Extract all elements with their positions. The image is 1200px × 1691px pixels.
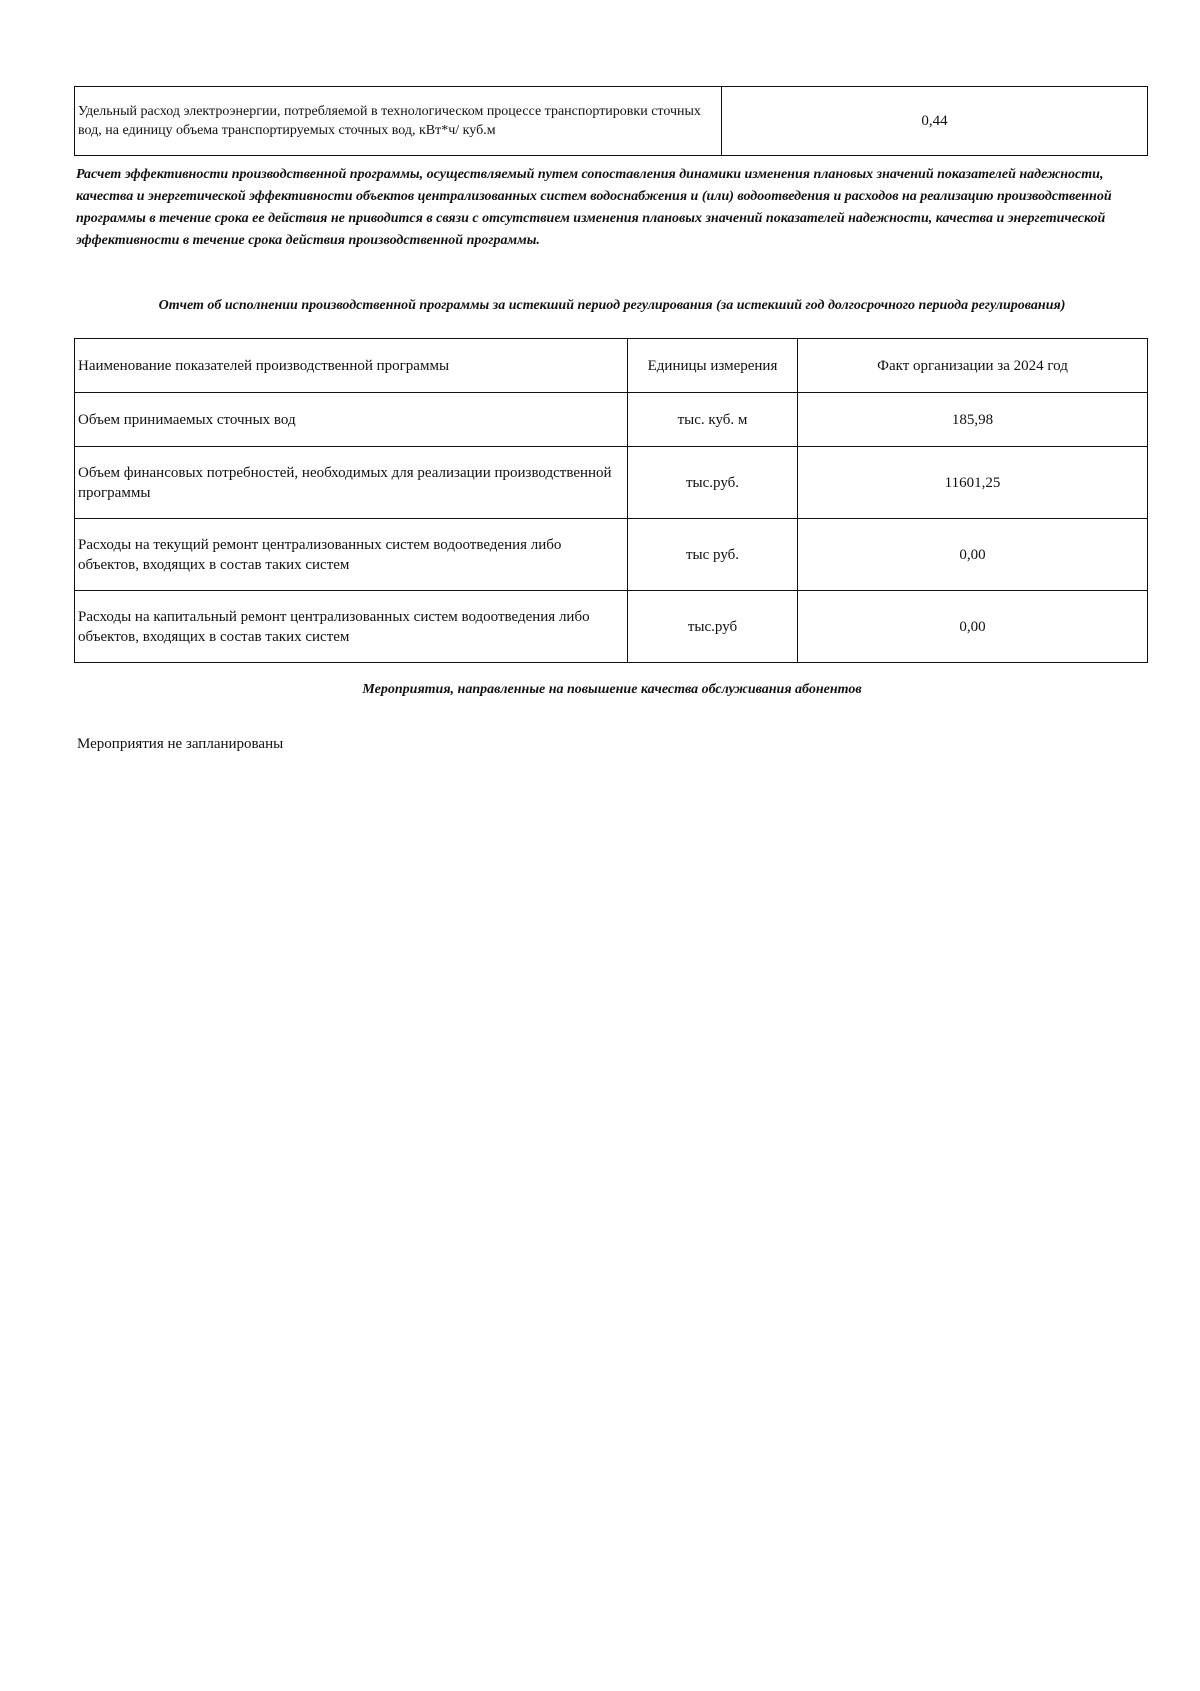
row-fact-value: 0,00 <box>798 591 1148 663</box>
table-row <box>75 87 1148 156</box>
indicator-name-cell: Удельный расход электроэнергии, потребляемой в технологическом процессе транспортировки сточных вод, на единицу объема транспортируемых сточных вод, кВт*ч/ куб.м <box>75 87 722 156</box>
row-indicator-name: Расходы на капитальный ремонт централизованных систем водоотведения либо объектов, входящих в состав таких систем <box>75 591 628 663</box>
indicator-value-cell: 0,44 <box>722 87 1148 156</box>
table-header-row <box>75 339 1148 393</box>
report-title: Отчет об исполнении производственной программы за истекший период регулирования (за истекший год долгосрочного периода регулирования) <box>158 298 1066 313</box>
header-unit: Единицы измерения <box>628 339 798 393</box>
program-report-table <box>74 338 1148 663</box>
row-unit: тыс.руб. <box>628 447 798 519</box>
row-indicator-name: Объем финансовых потребностей, необходимых для реализации производственной программы <box>75 447 628 519</box>
row-unit: тыс руб. <box>628 519 798 591</box>
header-fact: Факт организации за 2024 год <box>798 339 1148 393</box>
row-indicator-name: Объем принимаемых сточных вод <box>75 393 628 447</box>
row-unit: тыс. куб. м <box>628 393 798 447</box>
efficiency-calculation-note: Расчет эффективности производственной программы, осуществляемый путем сопоставления динамики изменения плановых значений показателей надежности, качества и энергетической эффективности объектов централизованных систем водоснабжения и (или) водоотведения и расходов на реализацию производственной программы в течение срока ее действия не приводится в связи с отсутствием изменения плановых значений показателей надежности, качества и энергетической эффективности в течение срока действия производственной программы. <box>76 167 1112 248</box>
header-indicator-name: Наименование показателей производственной программы <box>75 339 628 393</box>
table-row <box>75 447 1148 519</box>
measures-text: Мероприятия не запланированы <box>77 736 284 752</box>
table-row <box>75 393 1148 447</box>
row-indicator-name: Расходы на текущий ремонт централизованных систем водоотведения либо объектов, входящих в состав таких систем <box>75 519 628 591</box>
row-unit: тыс.руб <box>628 591 798 663</box>
measures-title: Мероприятия, направленные на повышение качества обслуживания абонентов <box>362 682 862 697</box>
table-row <box>75 591 1148 663</box>
row-fact-value: 185,98 <box>798 393 1148 447</box>
energy-consumption-table <box>74 86 1148 156</box>
table-row <box>75 519 1148 591</box>
row-fact-value: 11601,25 <box>798 447 1148 519</box>
row-fact-value: 0,00 <box>798 519 1148 591</box>
